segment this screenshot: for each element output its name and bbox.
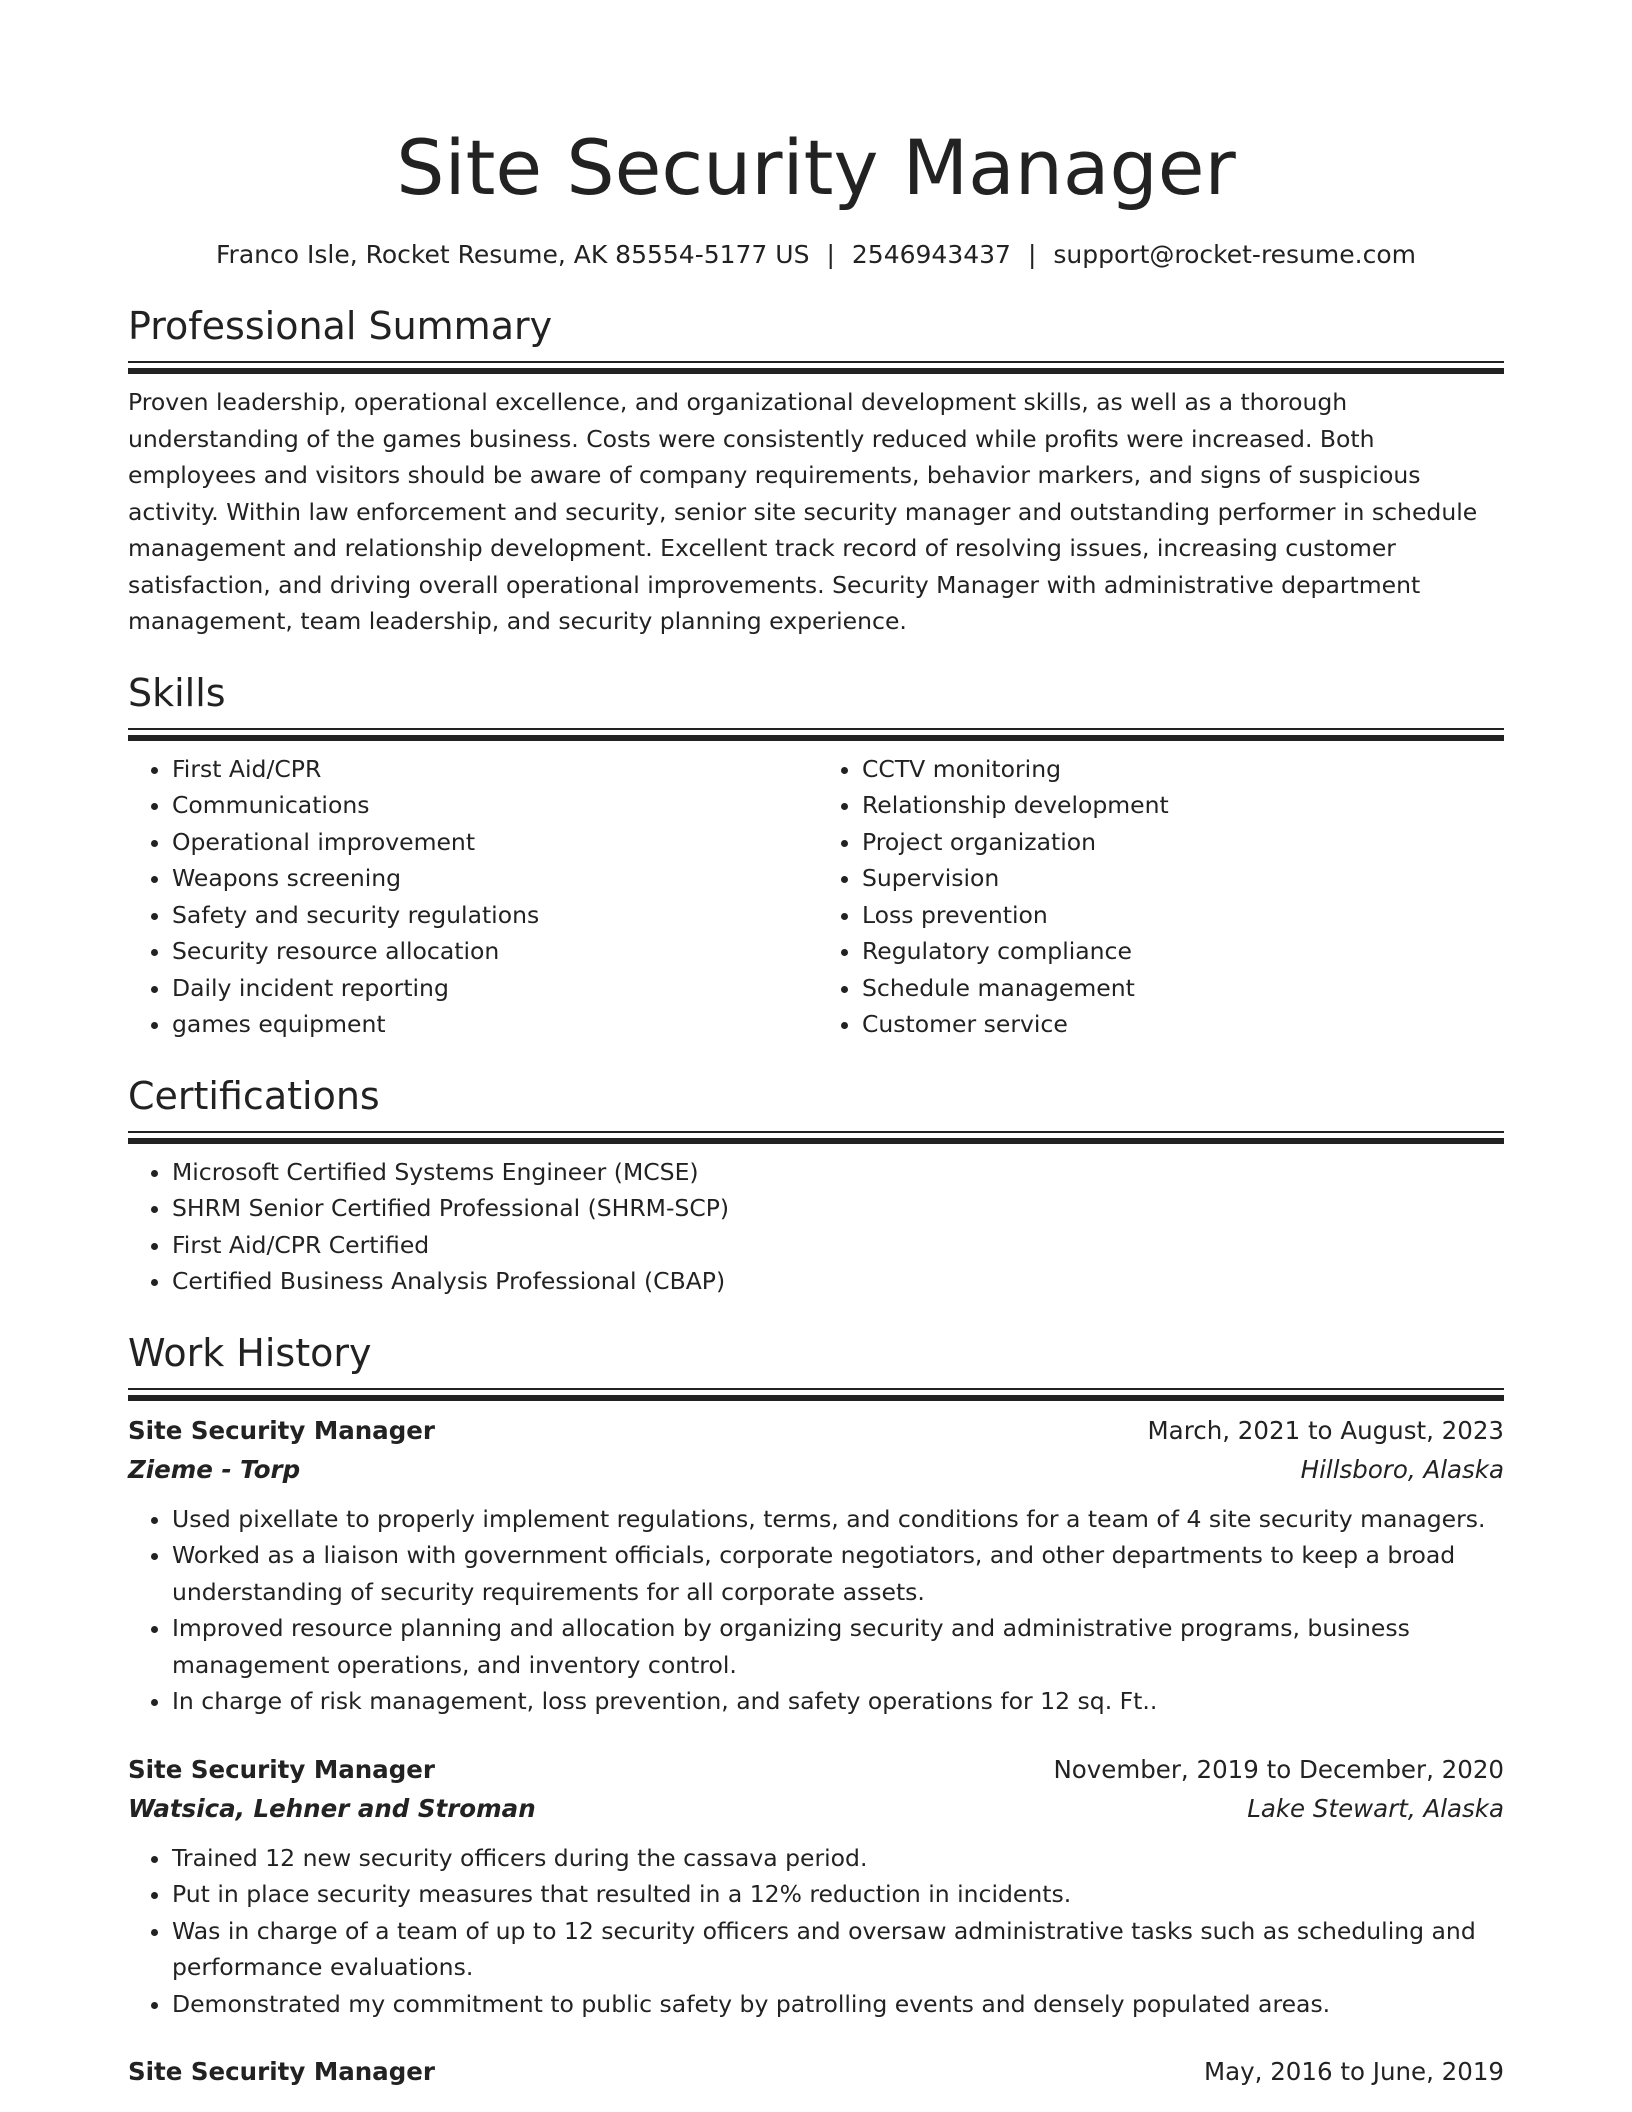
skills-grid (128, 751, 1504, 1043)
section-divider (128, 1388, 1504, 1401)
certifications-list (128, 1154, 1504, 1300)
certification-item: • Microsoft Certified Systems Engineer (MCSE) (172, 1154, 1504, 1191)
job-bullet: • In charge of risk management, loss prevention, and safety operations for 12 sq. Ft.. (172, 1683, 1504, 1720)
job-dates: November, 2019 to December, 2020 (1053, 1754, 1504, 1784)
skill-item: • First Aid/CPR (172, 751, 816, 788)
contact-email[interactable]: support@rocket-resume.com (1053, 240, 1417, 269)
job-dates: March, 2021 to August, 2023 (1147, 1415, 1504, 1445)
job-bullet: • Put in place security measures that resulted in a 12% reduction in incidents. (172, 1876, 1504, 1913)
page-title: Site Security Manager (396, 123, 1236, 212)
skill-item: • Regulatory compliance (862, 933, 1504, 970)
skill-item: • Loss prevention (862, 897, 1504, 934)
certification-item: • SHRM Senior Certified Professional (SHRM-SCP) (172, 1190, 1504, 1227)
job-bullets (128, 1840, 1504, 2023)
job-bullet: • Used pixellate to properly implement regulations, terms, and conditions for a team of 4 site security managers. (172, 1501, 1504, 1538)
job-bullet: • Was in charge of a team of up to 12 security officers and oversaw administrative tasks such as scheduling and performance evaluations. (172, 1913, 1504, 1986)
job-header (128, 1750, 1504, 1789)
summary-text: Proven leadership, operational excellence, and organizational development skills, as well as a thorough understanding of the games business. Costs were consistently reduced while profits were increased. Both employees and visitors should be aware of company requirements, behavior markers, and signs of suspicious activity. Within law enforcement and security, senior site security manager and outstanding performer in schedule management and relationship development. Excellent track record of resolving issues, increasing customer satisfaction, and driving overall operational improvements. Security Manager with administrative department management, team leadership, and security planning experience. (128, 388, 1478, 635)
job-header (128, 2052, 1504, 2091)
skill-item: • games equipment (172, 1006, 816, 1043)
job-subheader (128, 1789, 1504, 1828)
job-company: Zieme - Torp (128, 1454, 301, 1484)
section-heading: Skills (128, 670, 226, 715)
skill-item: • Schedule management (862, 970, 1504, 1007)
job-bullet: • Improved resource planning and allocation by organizing security and administrative programs, business management operations, and inventory control. (172, 1610, 1504, 1683)
job-location: Lake Stewart, Alaska (1247, 1793, 1504, 1823)
job-header (128, 1411, 1504, 1450)
skill-item: • Supervision (862, 860, 1504, 897)
skills-list-right (816, 751, 1504, 1043)
skill-item: • CCTV monitoring (862, 751, 1504, 788)
job-entry (128, 2052, 1504, 2091)
job-bullet: • Demonstrated my commitment to public safety by patrolling events and densely populated areas. (172, 1986, 1504, 2023)
work-history-section (128, 1328, 1504, 2092)
job-title: Site Security Manager (128, 1754, 435, 1784)
contact-separator: | (1027, 240, 1037, 269)
certification-item: • Certified Business Analysis Professional (CBAP) (172, 1263, 1504, 1300)
skill-item: • Weapons screening (172, 860, 816, 897)
summary-section (128, 301, 1504, 640)
skill-item: • Relationship development (862, 787, 1504, 824)
skill-item: • Operational improvement (172, 824, 816, 861)
resume-content (128, 118, 1504, 2091)
job-dates: May, 2016 to June, 2019 (1203, 2057, 1504, 2086)
skill-item: • Security resource allocation (172, 933, 816, 970)
skills-list-left (128, 751, 816, 1043)
job-location: Hillsboro, Alaska (1300, 1454, 1504, 1484)
skill-item: • Project organization (862, 824, 1504, 861)
section-divider (128, 361, 1504, 374)
certifications-section (128, 1071, 1504, 1300)
section-heading: Work History (128, 1330, 372, 1375)
contact-address: Franco Isle, Rocket Resume, AK 85554-5177 US (215, 240, 810, 269)
contact-phone: 2546943437 (851, 240, 1011, 269)
job-bullet: • Trained 12 new security officers during the cassava period. (172, 1840, 1504, 1877)
section-heading: Professional Summary (128, 304, 553, 348)
skill-item: • Safety and security regulations (172, 897, 816, 934)
section-divider (128, 1131, 1504, 1144)
section-heading: Certifications (128, 1073, 380, 1118)
job-entry (128, 1411, 1504, 1720)
job-company: Watsica, Lehner and Stroman (128, 1793, 536, 1823)
skill-item: • Customer service (862, 1006, 1504, 1043)
job-title: Site Security Manager (128, 1415, 435, 1445)
skills-section (128, 668, 1504, 1043)
job-subheader (128, 1450, 1504, 1489)
contact-separator: | (826, 240, 835, 269)
skill-item: • Communications (172, 787, 816, 824)
section-divider (128, 728, 1504, 741)
certification-item: • First Aid/CPR Certified (172, 1227, 1504, 1264)
job-title: Site Security Manager (128, 2057, 435, 2086)
contact-line (128, 238, 1504, 272)
skill-item: • Daily incident reporting (172, 970, 816, 1007)
job-bullet: • Worked as a liaison with government officials, corporate negotiators, and other departments to keep a broad understanding of security requirements for all corporate assets. (172, 1537, 1504, 1610)
job-entry (128, 1750, 1504, 2023)
job-bullets (128, 1501, 1504, 1720)
